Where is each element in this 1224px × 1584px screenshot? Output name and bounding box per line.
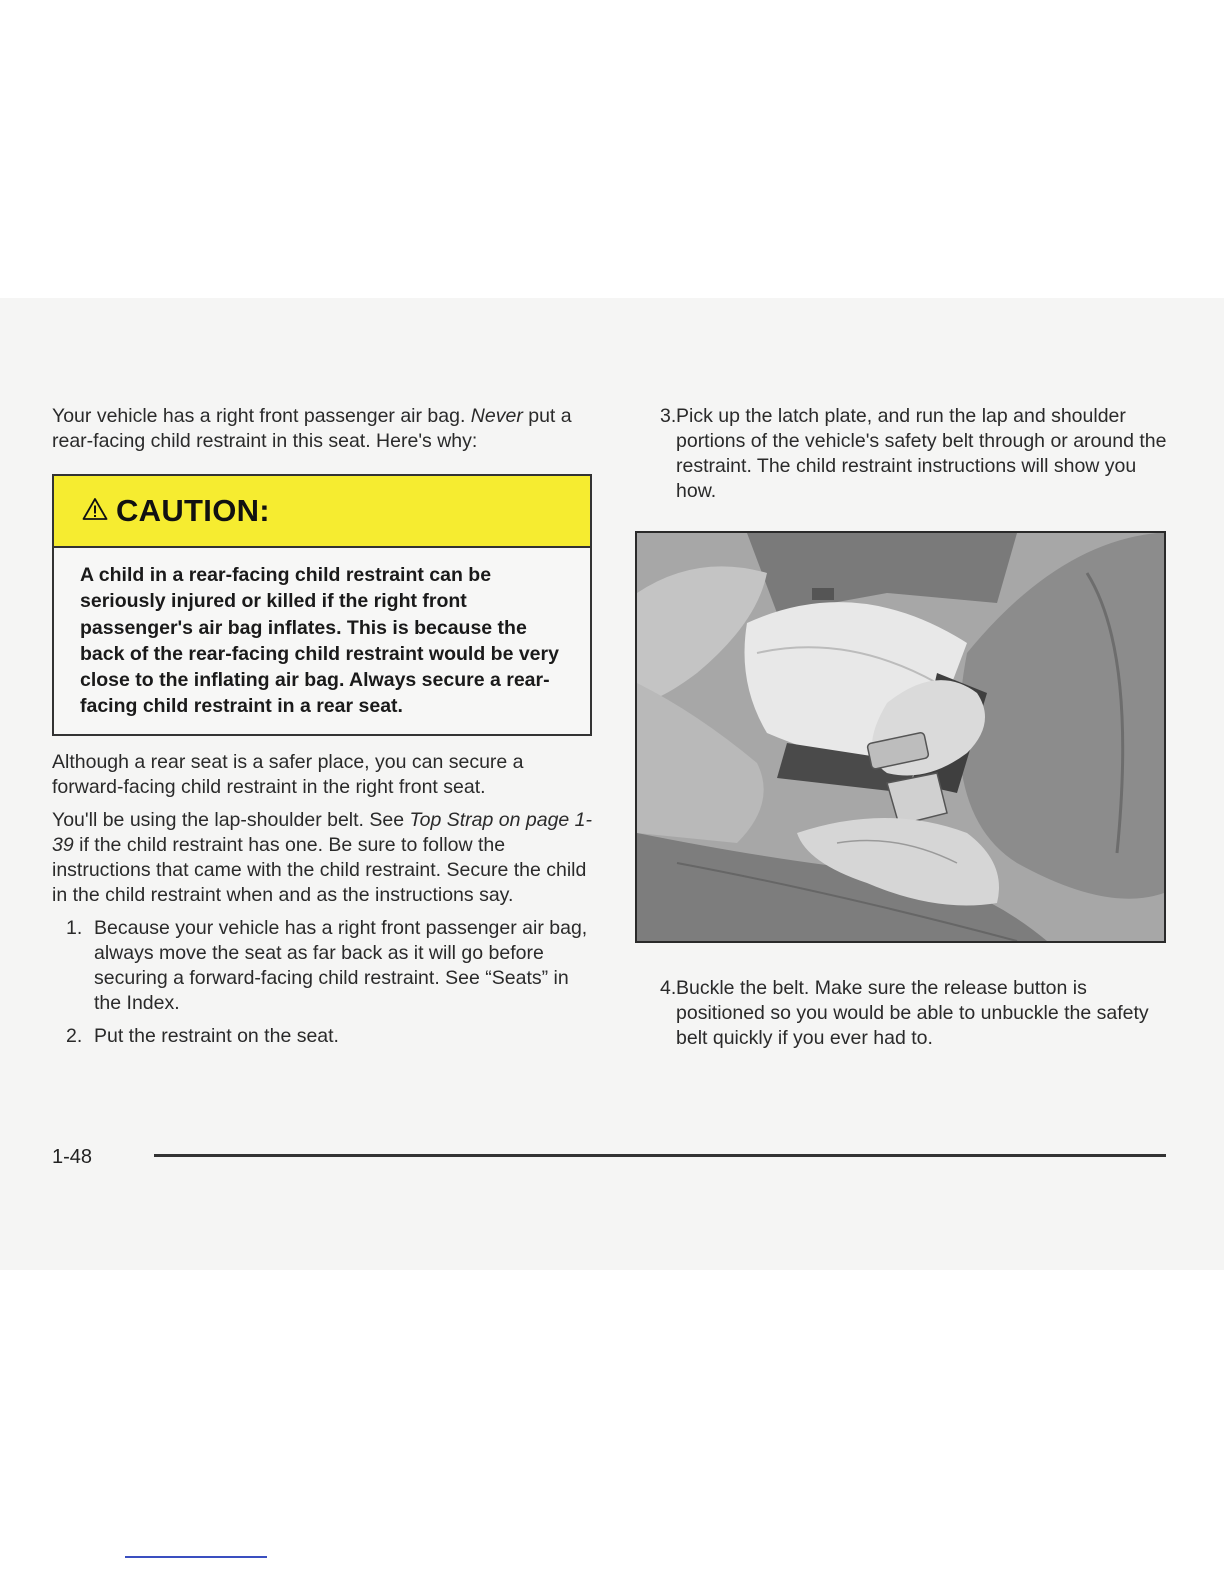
footer-divider xyxy=(154,1154,1166,1157)
list-item xyxy=(52,1024,592,1049)
step-number: 2. xyxy=(66,1024,83,1047)
caution-header xyxy=(54,476,590,548)
step-number: 1. xyxy=(66,916,83,939)
top-strap-reference: Top Strap on page 1-39 xyxy=(52,808,593,856)
step-text: Pick up the latch plate, and run the lap and shoulder portions of the vehicle's safety belt through or around the restraint. The child restraint instructions will show you how. xyxy=(676,405,1167,502)
caution-box xyxy=(52,474,592,736)
right-column xyxy=(646,404,1168,512)
caution-title: CAUTION: xyxy=(116,493,270,528)
list-item xyxy=(52,916,592,1016)
lap-shoulder-paragraph: You'll be using the lap-shoulder belt. See Top Strap on page 1-39 if the child restraint has one. Be sure to follow the instructions that came with the child restraint. Secure the child in the child restraint when and as the instructions say. xyxy=(52,808,593,906)
list-item xyxy=(646,976,1168,1051)
step-number: 3. xyxy=(660,405,677,427)
step-text: Buckle the belt. Make sure the release button is positioned so you would be able to unbuckle the safety belt quickly if you ever had to. xyxy=(676,977,1149,1049)
step-number: 4. xyxy=(660,977,677,999)
list-item xyxy=(646,404,1168,504)
steps-list-left xyxy=(52,916,592,1049)
seat-belt-illustration xyxy=(635,531,1166,943)
warning-triangle-icon xyxy=(82,497,108,526)
steps-list-right xyxy=(646,404,1168,504)
intro-paragraph: Your vehicle has a right front passenger air bag. Never put a rear-facing child restraint in this seat. Here's why: xyxy=(52,405,572,452)
bottom-link-underline xyxy=(125,1556,267,1558)
forward-facing-paragraph: Although a rear seat is a safer place, you can secure a forward-facing child restraint in the right front seat. xyxy=(52,750,524,798)
page-number: 1-48 xyxy=(52,1146,93,1168)
caution-text: A child in a rear-facing child restraint can be seriously injured or killed if the right front passenger's air bag inflates. This is because the back of the rear-facing child restraint would be very close to the inflating air bag. Always secure a rear-facing child restraint in a rear seat. xyxy=(80,564,559,718)
steps-list-right-lower xyxy=(646,976,1168,1059)
left-column xyxy=(52,404,592,1057)
step-text: Because your vehicle has a right front passenger air bag, always move the seat as far back as it will go before securing a forward-facing child restraint. See “Seats” in the Index. xyxy=(94,916,588,1014)
step-text: Put the restraint on the seat. xyxy=(94,1024,339,1047)
